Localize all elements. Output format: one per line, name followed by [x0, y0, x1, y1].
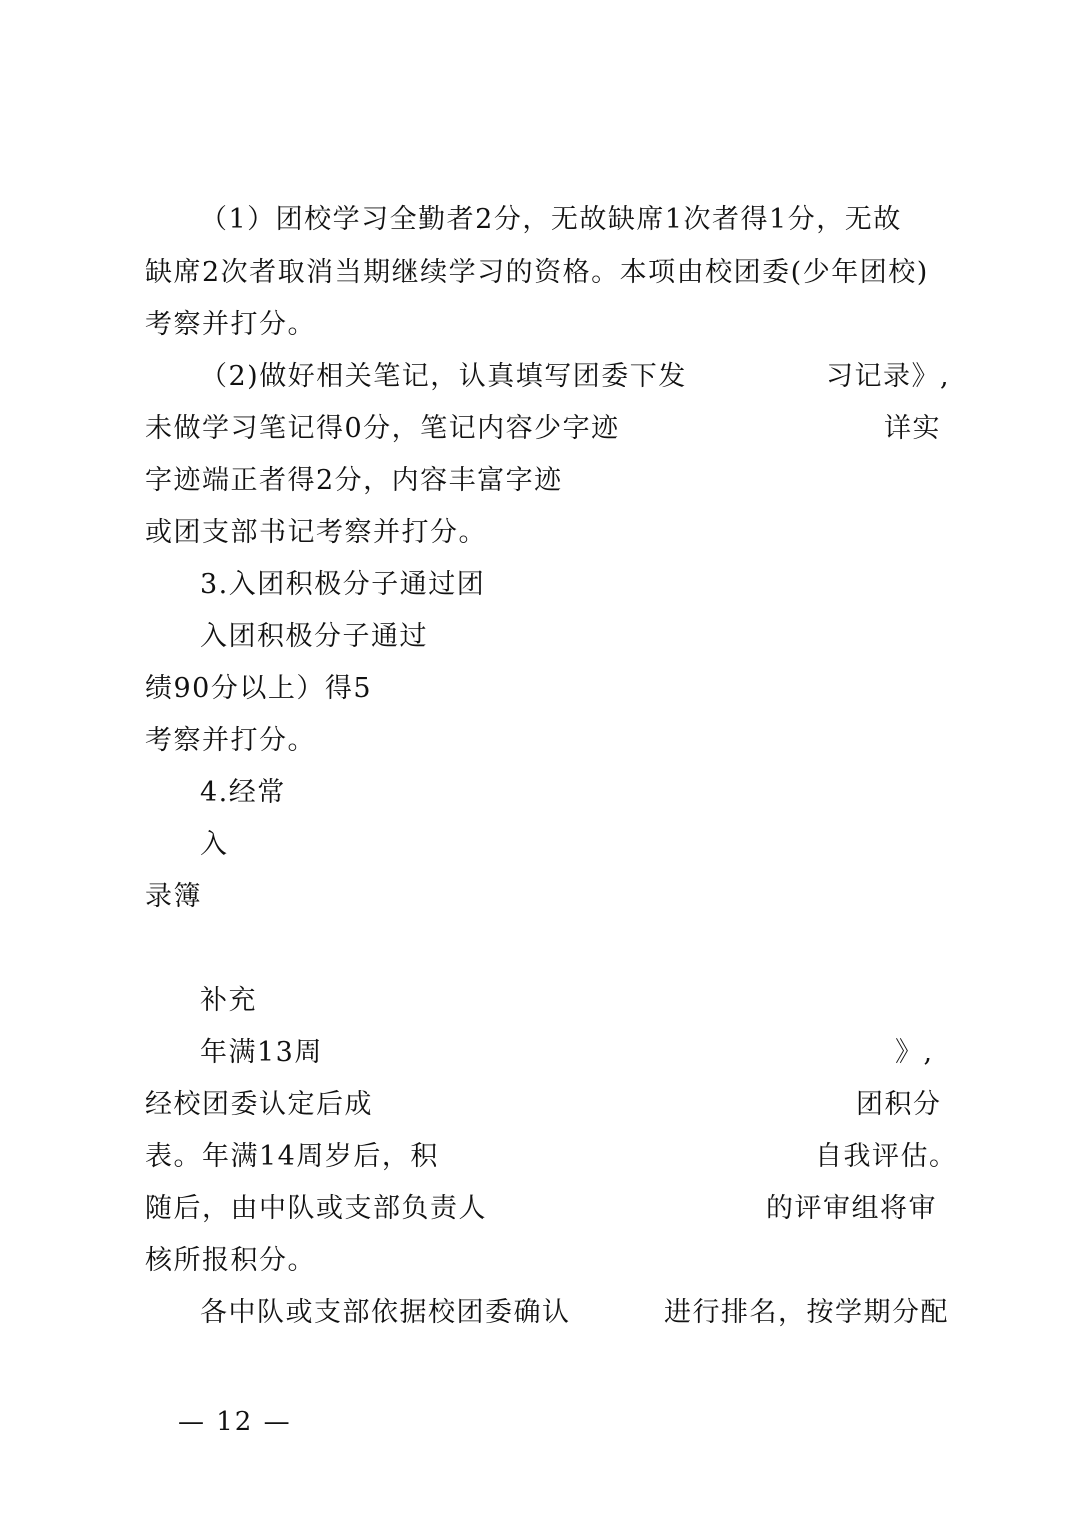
paragraph-line: 或团支部书记考察并打分。 — [145, 517, 487, 548]
paragraph-line: 考察并打分。 — [145, 725, 316, 756]
paragraph-line-fragment: 习记录》, — [826, 361, 951, 392]
paragraph-line-fragment: 的评审组将审 — [766, 1193, 937, 1224]
paragraph-line: 补充 — [200, 985, 257, 1016]
paragraph-line: 缺席2次者取消当期继续学习的资格。本项由校团委(少年团校) — [145, 257, 929, 288]
paragraph-line-fragment: 进行排名，按学期分配 — [664, 1297, 949, 1328]
paragraph-line: 入团积极分子通过 — [200, 621, 428, 652]
paragraph-line: 3.入团积极分子通过团 — [200, 569, 486, 600]
paragraph-line-fragment: 》, — [895, 1037, 934, 1068]
paragraph-line: 经校团委认定后成 — [145, 1089, 373, 1120]
paragraph-line: 表。年满14周岁后，积 — [145, 1141, 439, 1172]
paragraph-line-fragment: 详实 — [884, 413, 941, 444]
paragraph-line: 考察并打分。 — [145, 309, 316, 340]
paragraph-line: 核所报积分。 — [145, 1245, 316, 1276]
paragraph-line: 字迹端正者得2分，内容丰富字迹 — [145, 465, 563, 496]
paragraph-line: （2)做好相关笔记，认真填写团委下发 — [200, 361, 687, 392]
paragraph-line: 4.经常 — [200, 777, 286, 808]
paragraph-line: 入 — [200, 829, 229, 860]
paragraph-line: 录簿 — [145, 881, 202, 912]
paragraph-line: 随后，由中队或支部负责人 — [145, 1193, 487, 1224]
paragraph-line: （1）团校学习全勤者2分，无故缺席1次者得1分，无故 — [200, 204, 902, 235]
paragraph-line-fragment: 自我评估。 — [815, 1141, 958, 1172]
paragraph-line-fragment: 团积分 — [856, 1089, 942, 1120]
paragraph-line: 未做学习笔记得0分，笔记内容少字迹 — [145, 413, 620, 444]
paragraph-line: 年满13周 — [200, 1037, 323, 1068]
paragraph-line: 绩90分以上）得5 — [145, 673, 373, 704]
page-number: — 12 — — [178, 1407, 292, 1437]
paragraph-line: 各中队或支部依据校团委确认 — [200, 1297, 571, 1328]
